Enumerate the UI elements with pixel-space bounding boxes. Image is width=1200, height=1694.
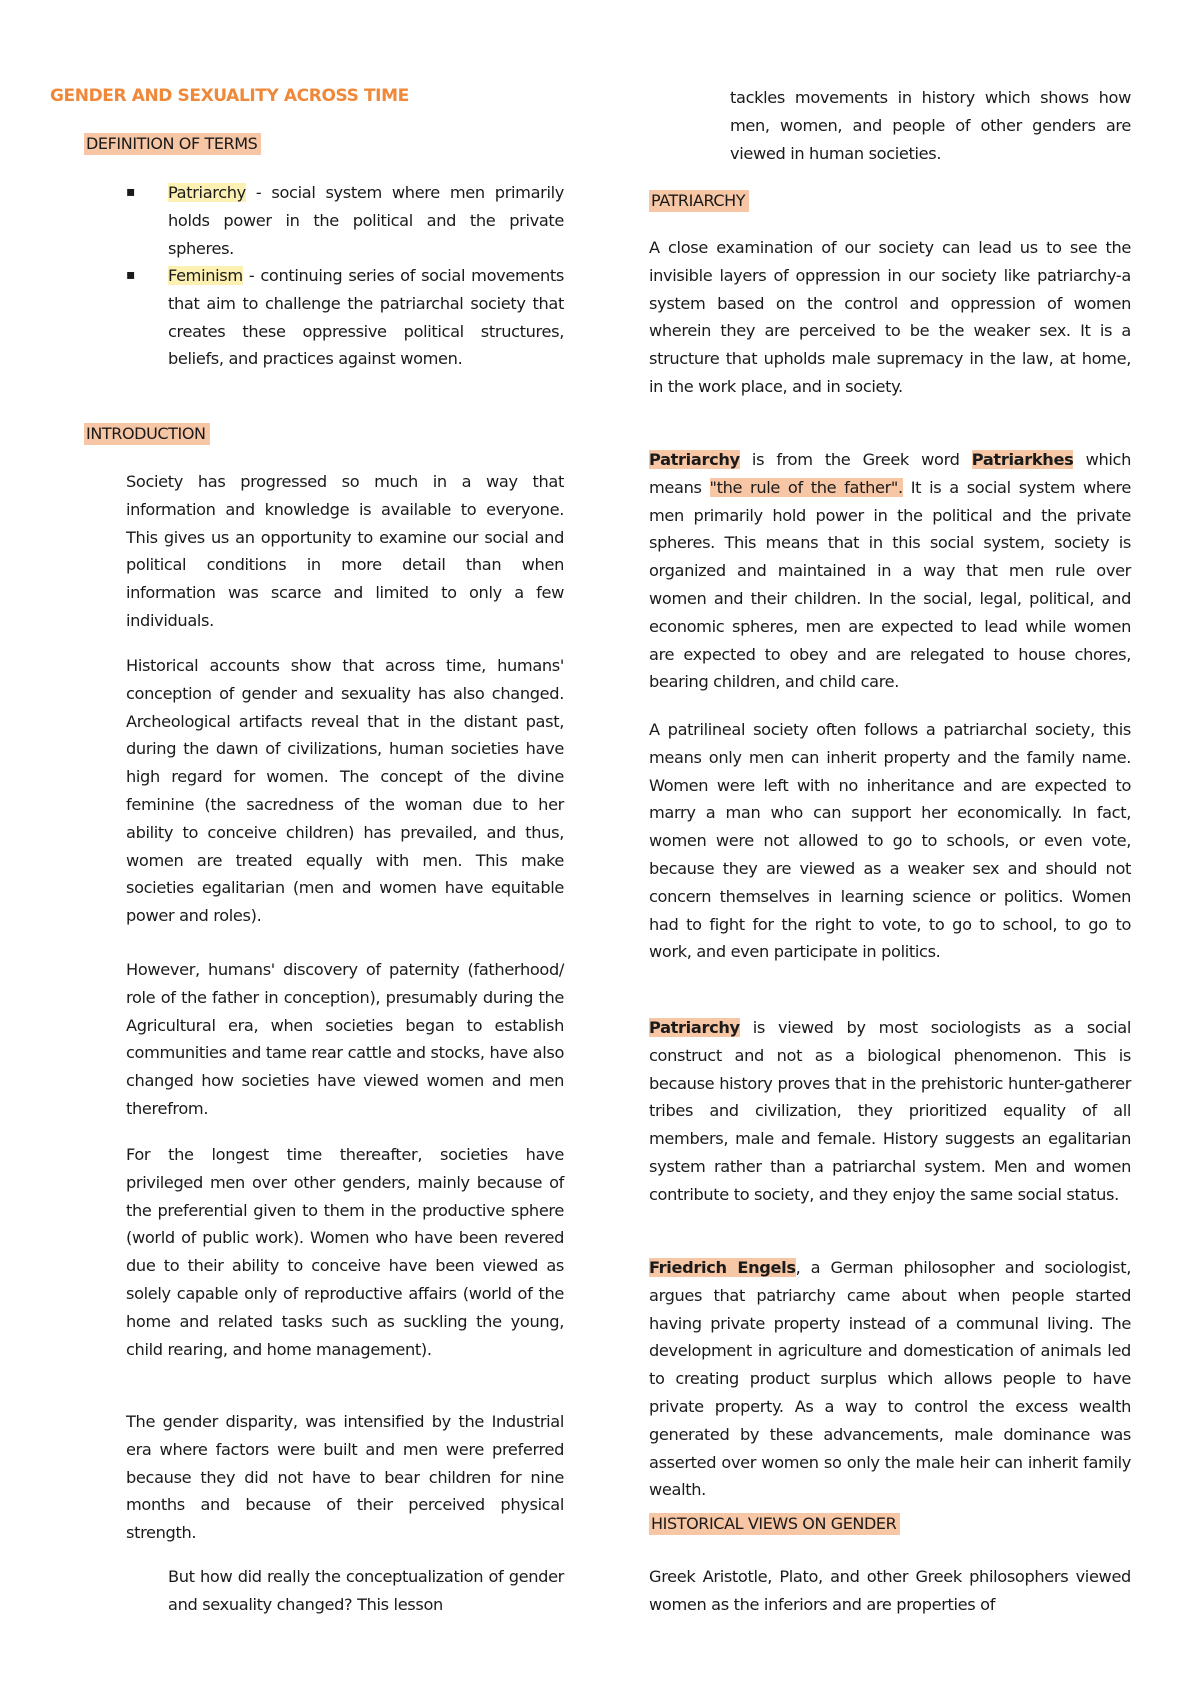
- continuation-paragraph: tackles movements in history which shows how men, women, and people of other genders are viewed in human societies.: [730, 88, 1131, 163]
- introduction-heading: INTRODUCTION: [84, 423, 210, 445]
- intro-paragraph-1: Society has progressed so much in a way that information and knowledge is available to everyone. This gives us an opportunity to examine our social and political conditions in more detail than when information was scarce and limited to only a few individuals.: [126, 472, 564, 630]
- patriarchy-term: Patriarchy: [168, 183, 246, 202]
- patriarchy-paragraph-5: Friedrich Engels, a German philosopher and sociologist, argues that patriarchy came about when people started having private property instead of a communal living. The development in agriculture and domestication of animals led to creating product surplus which allows people to have private property. As a way to control the excess wealth generated by these advancements, male dominance was asserted over women so only the male heir can inherit family wealth.: [649, 1258, 1132, 1500]
- rule-of-father-quote: "the rule of the father".: [709, 477, 903, 497]
- feminism-definition: Feminism - continuing series of social movements that aim to challenge the patriarchal society that creates these oppressive political structures, beliefs, and practices against women.: [168, 266, 564, 369]
- patriarchy-definition: Patriarchy - social system where men primarily holds power in the political and the private spheres.: [168, 183, 564, 258]
- bullet-icon: ▪: [126, 267, 136, 283]
- patriarchy-paragraph-4: Patriarchy is viewed by most sociologists as a social construct and not as a biological phenomenon. This is because history proves that in the prehistoric hunter-gatherer tribes and civilization, they prioritized equality of all members, male and female. History suggests an egalitarian system rather than a patriarchal system. Men and women contribute to society, and they enjoy the same social status.: [649, 1018, 1131, 1204]
- intro-paragraph-2: Historical accounts show that across time, humans' conception of gender and sexuality has also changed. Archeological artifacts reveal that in the distant past, during the dawn of civilizations, human societies have high regard for women. The concept of the divine feminine (the sacredness of the woman due to her ability to conceive children) has prevailed, and thus, women are treated equally with men. This make societies egalitarian (men and women have equitable power and roles).: [126, 656, 564, 926]
- intro-paragraph-5: The gender disparity, was intensified by the Industrial era where factors were built and men were preferred because they did not have to bear children for nine months and because of their perceived physical strength.: [126, 1412, 564, 1543]
- patriarchy-paragraph-2: Patriarchy is from the Greek word Patriarkhes which means "the rule of the father". It is a social system where men primarily hold power in the political and the private spheres. This means that in this social system, society is organized and maintained in a way that men rule over women and their children. In the social, legal, political, and economic spheres, men are expected to lead while women are expected to obey and are relegated to house chores, bearing children, and child care.: [649, 450, 1131, 692]
- patriarchy-heading: PATRIARCHY: [649, 190, 749, 212]
- bullet-icon: ▪: [126, 184, 136, 200]
- patriarkhes-term: Patriarkhes: [971, 450, 1074, 469]
- intro-paragraph-6: But how did really the conceptualization of gender and sexuality changed? This lesson: [168, 1567, 564, 1614]
- intro-paragraph-4: For the longest time thereafter, societies have privileged men over other genders, mainly because of the preferential given to them in the productive sphere (world of public work). Women who have been revered due to their ability to conceive have been viewed as solely capable only of reproductive affairs (world of the home and related tasks such as suckling the young, child rearing, and home management).: [126, 1145, 564, 1359]
- patriarchy-term: Patriarchy: [649, 1018, 740, 1037]
- intro-paragraph-3: However, humans' discovery of paternity (fatherhood/ role of the father in conception), presumably during the Agricultural era, when societies began to establish communities and tame rear cattle and stocks, have also changed how societies have viewed women and men therefrom.: [126, 960, 564, 1118]
- friedrich-engels-term: Friedrich Engels: [649, 1258, 796, 1277]
- historical-views-heading: HISTORICAL VIEWS ON GENDER: [649, 1513, 900, 1535]
- historical-views-paragraph: Greek Aristotle, Plato, and other Greek philosophers viewed women as the inferiors and are properties of: [649, 1567, 1131, 1614]
- patriarchy-paragraph-1: A close examination of our society can lead us to see the invisible layers of oppression in our society like patriarchy-a system based on the control and oppression of women wherein they are perceived to be the weaker sex. It is a structure that upholds male supremacy in the law, at home, in the work place, and in society.: [649, 238, 1131, 396]
- patriarchy-paragraph-3: A patrilineal society often follows a patriarchal society, this means only men can inherit property and the family name. Women were left with no inheritance and are expected to marry a man who can support her economically. In fact, women were not allowed to go to schools, or even vote, because they are viewed as a weaker sex and should not concern themselves in learning science or politics. Women had to fight for the right to vote, to go to school, to go to work, and even participate in politics.: [649, 720, 1131, 962]
- definition-of-terms-heading: DEFINITION OF TERMS: [84, 133, 261, 155]
- document-title: GENDER AND SEXUALITY ACROSS TIME: [50, 86, 409, 106]
- patriarchy-term: Patriarchy: [649, 450, 740, 469]
- feminism-term: Feminism: [168, 266, 243, 285]
